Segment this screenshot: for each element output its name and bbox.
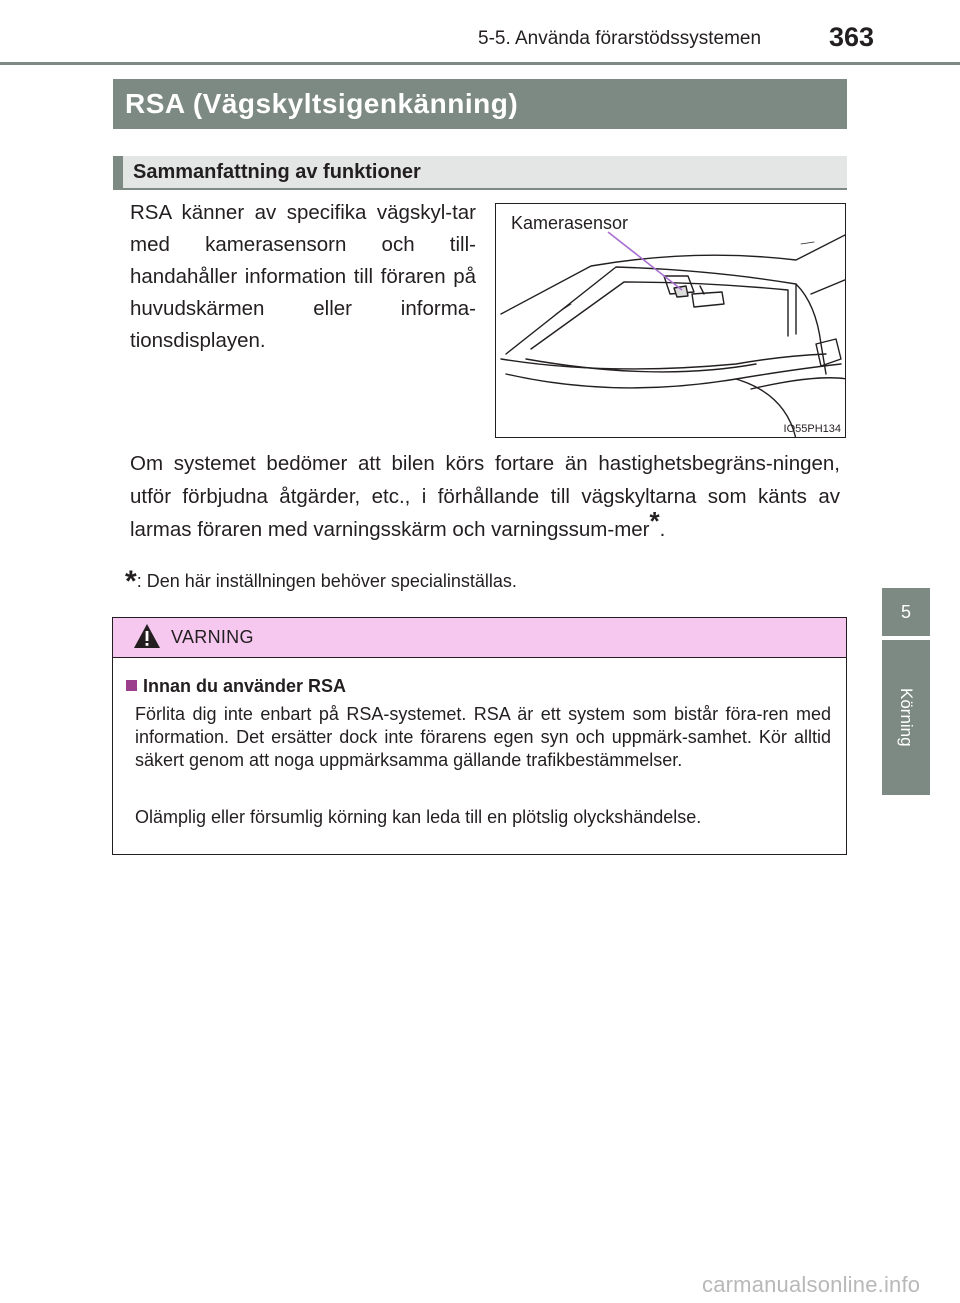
warning-heading-text: Innan du använder RSA: [143, 676, 347, 696]
intro-paragraph: RSA känner av specifika vägskyl-tar med kamerasensorn och till-handahåller information till föraren på huvudskärmen eller informa-tionsdisplayen.: [130, 201, 476, 352]
warning-heading: [126, 676, 346, 697]
camera-sensor-illustration: [495, 203, 846, 438]
chapter-tab-number: 5: [882, 588, 930, 636]
footnote: [125, 565, 517, 599]
body-paragraph-text: Om systemet bedömer att bilen körs fortare än hastighetsbegräns-ningen, utför förbjudna åtgärder, etc., i förhållande till vägskyltarna som känts av larmas föraren med varningsskärm och varningssum-mer: [130, 452, 840, 541]
figure-label-camera-sensor: Kamerasensor: [511, 213, 629, 233]
subtitle-bar: [113, 156, 847, 190]
header-divider: [0, 62, 960, 65]
warning-paragraph-2: Olämplig eller försumlig körning kan leda till en plötslig olyckshändelse.: [135, 807, 702, 827]
leader-line: [608, 232, 682, 290]
figure-code: IO55PH134: [783, 423, 841, 435]
body-paragraph: [130, 447, 840, 546]
body-end: .: [659, 518, 666, 541]
body-asterisk: *: [649, 506, 660, 536]
page-number: 363: [829, 22, 875, 52]
warning-title: VARNING: [171, 627, 254, 647]
warning-box: [112, 617, 847, 855]
footnote-text: : Den här inställningen behöver specialinställas.: [136, 571, 517, 591]
chapter-tab-label: Körning: [897, 688, 916, 747]
warning-header: [113, 618, 846, 658]
warning-paragraph-1: Förlita dig inte enbart på RSA-systemet. RSA är ett system som bistår föra-ren med information. Det ersätter dock inte förarens egen syn och uppmärk-samhet. Kör alltid säkert genom att noga uppmärksamma gällande trafikbestämmelser.: [135, 704, 831, 770]
header-section-title: 5-5. Använda förarstödssystemen: [478, 28, 762, 49]
windshield-drawing: [496, 204, 846, 438]
watermark: carmanualsonline.info: [702, 1272, 921, 1297]
section-title: RSA (Vägskyltsigenkänning): [113, 79, 847, 129]
subtitle-text: Sammanfattning av funktioner: [133, 161, 421, 183]
footnote-asterisk: *: [125, 565, 137, 598]
warning-triangle-icon: [133, 622, 161, 650]
subtitle-accent: [113, 156, 123, 188]
square-bullet-icon: [126, 680, 137, 691]
